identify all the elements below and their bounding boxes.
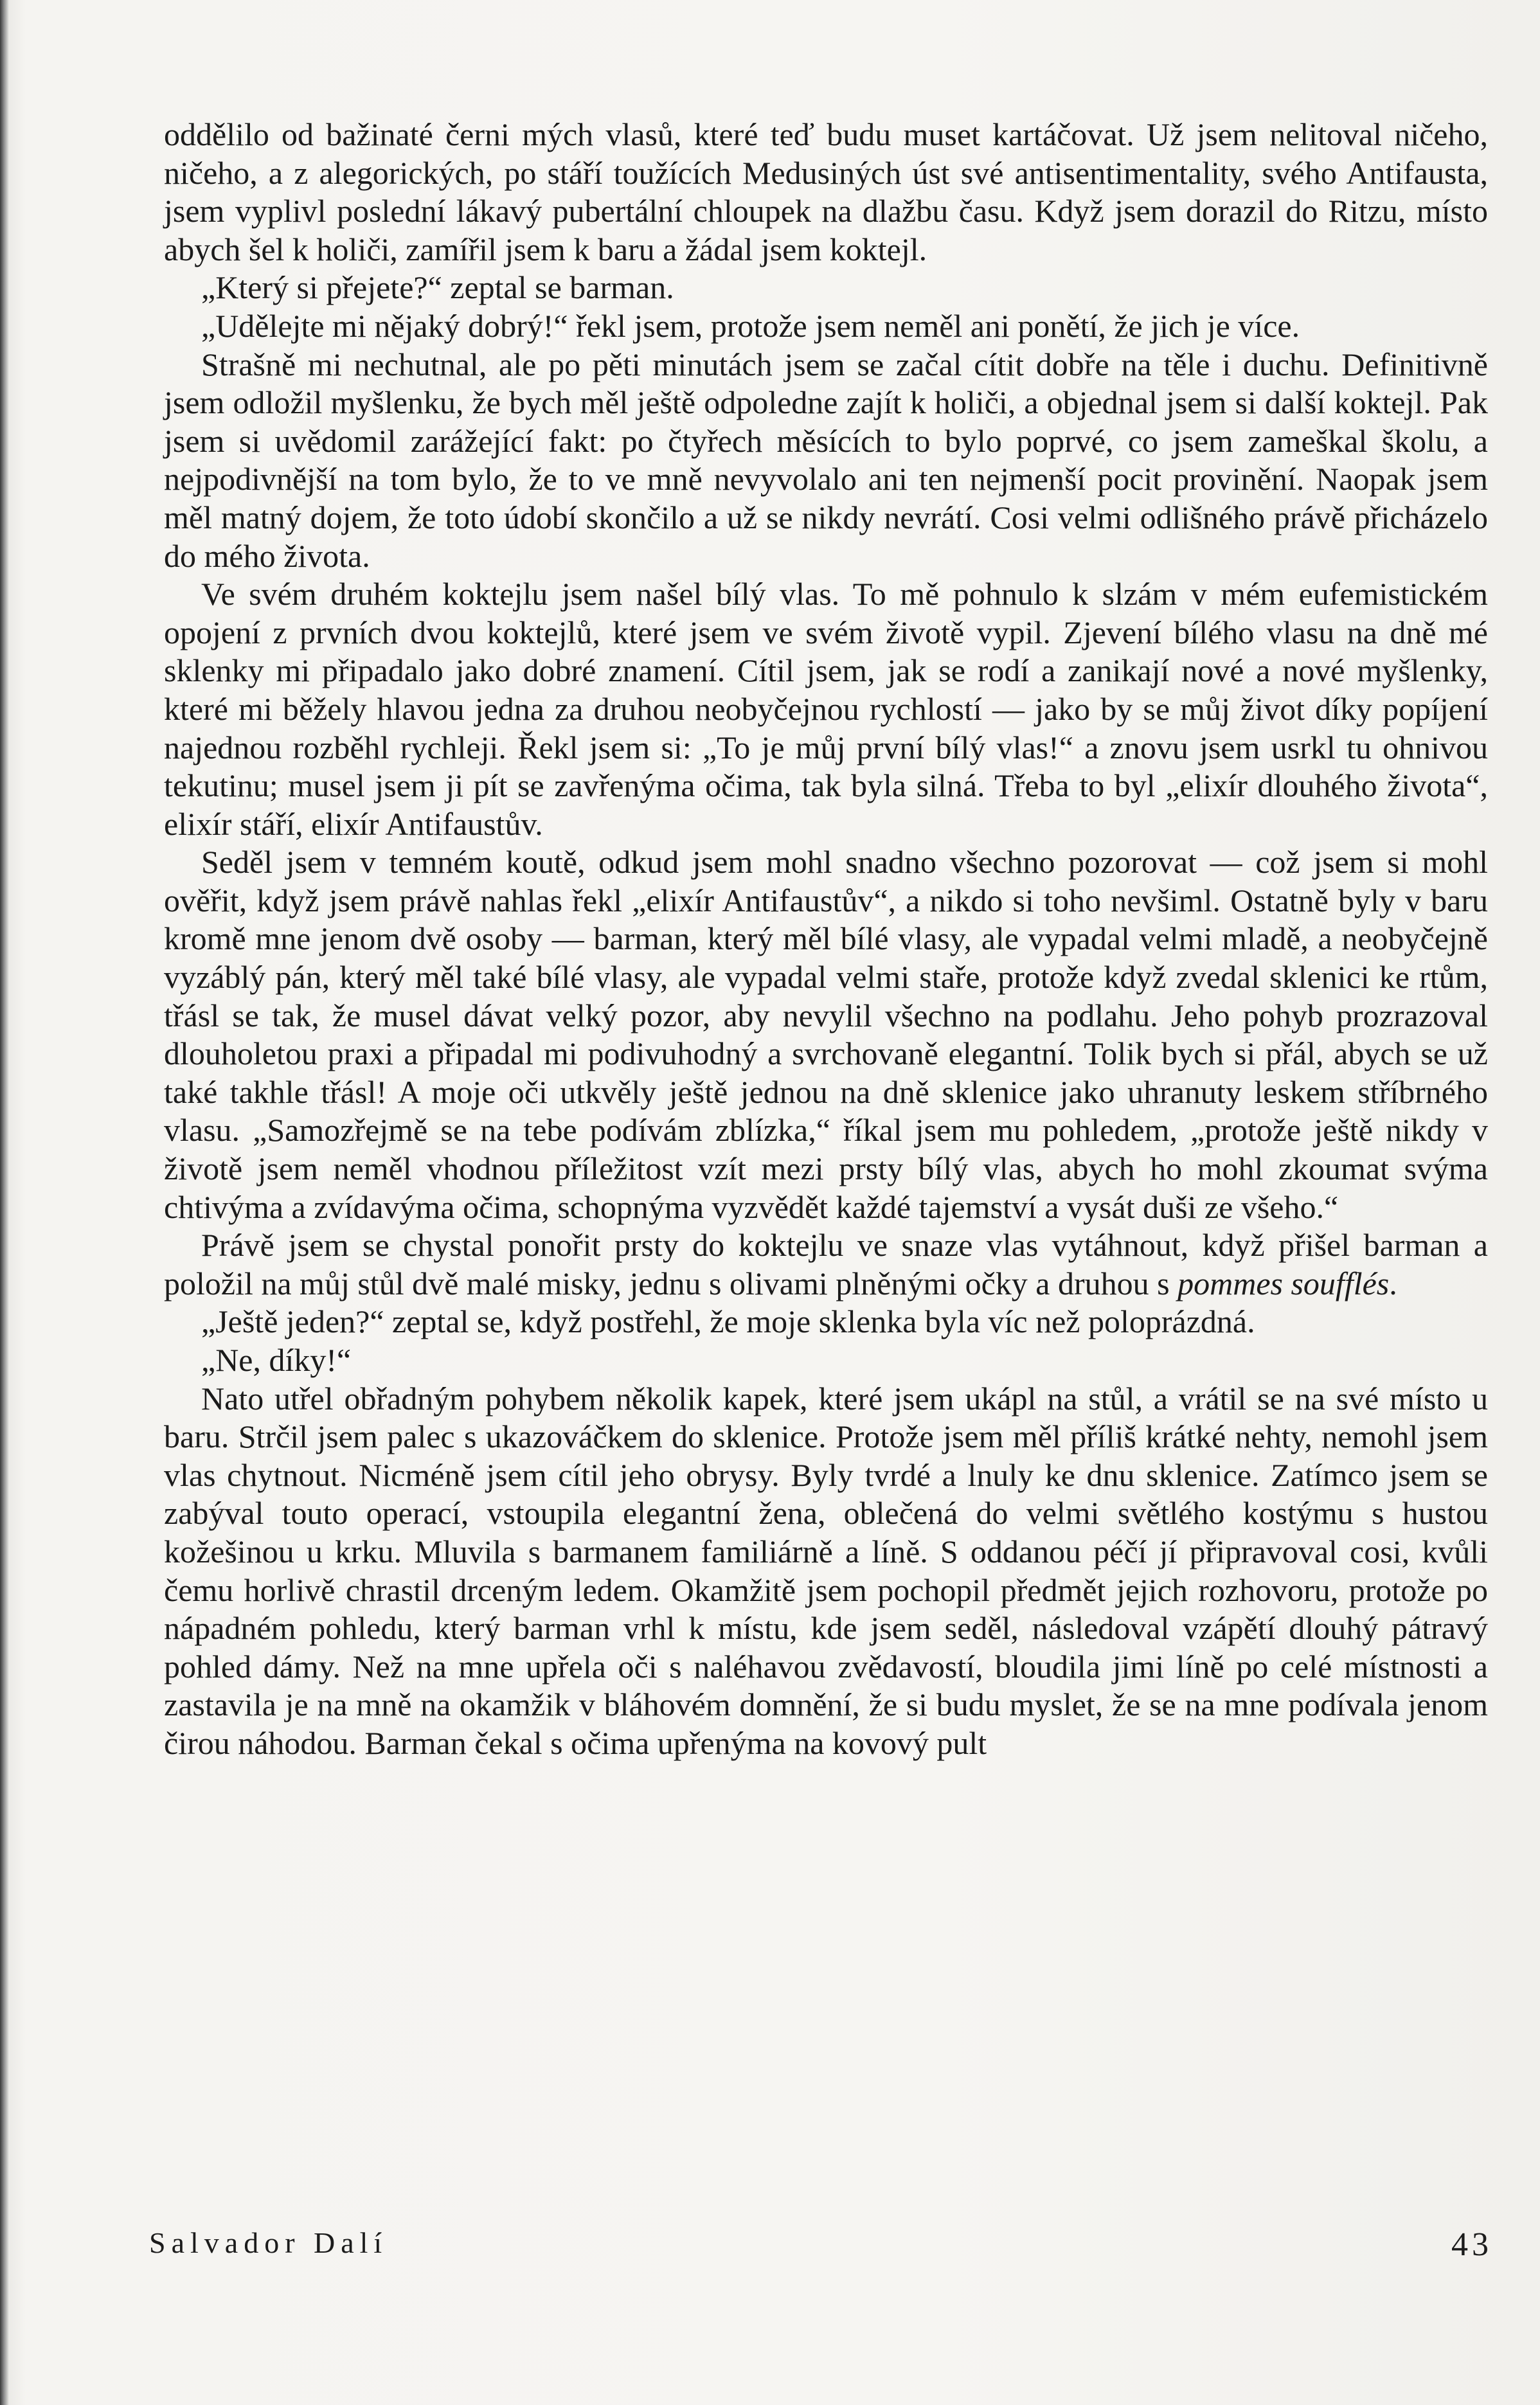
paragraph-1: oddělilo od bažinaté černi mých vlasů, které teď budu muset kartáčovat. Už jsem nelitoval ničeho, ničeho, a z alegorických, po stáří toužících Medusiných úst své antisentimentality, svého Antifausta, jsem vyplivl poslední lákavý pubertální chloupek na dlažbu času. Když jsem dorazil do Ritzu, místo abych šel k holiči, zamířil jsem k baru a žádal jsem koktejl. (164, 116, 1488, 267)
paragraph-7 (164, 1226, 1488, 1303)
page-footer (149, 2226, 1492, 2264)
paragraph-3: „Udělejte mi nějaký dobrý!“ řekl jsem, protože jsem neměl ani ponětí, že jich je více. (201, 307, 1300, 344)
paragraph-8: „Ještě jeden?“ zeptal se, když postřehl, že moje sklenka byla víc než poloprázdná. (201, 1303, 1255, 1340)
paragraph-7-italic: pommes soufflés (1177, 1265, 1390, 1301)
page-number: 43 (1451, 2226, 1492, 2263)
paragraph-7-text: Právě jsem se chystal ponořit prsty do koktejlu ve snaze vlas vytáhnout, když přišel barman a položil na můj stůl dvě malé misky, jednu s olivami plněnými očky a druhou s (164, 1227, 1488, 1301)
paragraph-6: Seděl jsem v temném koutě, odkud jsem mohl snadno všechno pozorovat — což jsem si mohl ověřit, když jsem právě nahlas řekl „elixír Antifaustův“, a nikdo si toho nevšiml. Ostatně byly v baru kromě mne jenom dvě osoby — barman, který měl bílé vlasy, ale vypadal velmi mladě, a neobyčejně vyzáblý pán, který měl také bílé vlasy, ale vypadal velmi staře, protože když zvedal sklenici ke rtům, třásl se tak, že musel dávat velký pozor, aby nevylil všechno na podlahu. Jeho pohyb prozrazoval dlouholetou praxi a připadal mi podivuhodný a svrchovaně elegantní. Tolik bych si přál, abych se už také takhle třásl! A moje oči utkvěly ještě jednou na dně sklenice jako uhranuty leskem stříbrného vlasu. „Samozřejmě se na tebe podívám zblízka,“ říkal jsem mu pohledem, „protože ještě nikdy v životě jsem neměl vhodnou příležitost vzít mezi prsty bílý vlas, abych ho mohl zkoumat svýma chtivýma a zvídavýma očima, schopnýma vyzvědět každé tajemství a vysát duši ze všeho.“ (164, 844, 1488, 1225)
body-text (164, 116, 1488, 1763)
footer-author: Salvador Dalí (149, 2226, 388, 2259)
paragraph-4: Strašně mi nechutnal, ale po pěti minutách jsem se začal cítit dobře na těle i duchu. Definitivně jsem odložil myšlenku, že bych měl ještě odpoledne zajít k holiči, a objednal jsem si další koktejl. Pak jsem si uvědomil zarážející fakt: po čtyřech měsících to bylo poprvé, co jsem zameškal školu, a nejpodivnější na tom bylo, že to ve mně nevyvolalo ani ten nejmenší pocit provinění. Naopak jsem měl matný dojem, že toto údobí skončilo a už se nikdy nevrátí. Cosi velmi odlišného právě přicházelo do mého života. (164, 346, 1488, 574)
paragraph-2: „Který si přejete?“ zeptal se barman. (201, 269, 674, 306)
paragraph-5: Ve svém druhém koktejlu jsem našel bílý vlas. To mě pohnulo k slzám v mém eufemistickém opojení z prvních dvou koktejlů, které jsem ve svém životě vypil. Zjevení bílého vlasu na dně mé sklenky mi připadalo jako dobré znamení. Cítil jsem, jak se rodí a zanikají nové a nové myšlenky, které mi běžely hlavou jedna za druhou neobyčejnou rychlostí — jako by se můj život díky popíjení najednou rozběhl rychleji. Řekl jsem si: „To je můj první bílý vlas!“ a znovu jsem usrkl tu ohnivou tekutinu; musel jsem ji pít se zavřenýma očima, tak byla silná. Třeba to byl „elixír dlouhého života“, elixír stáří, elixír Antifaustův. (164, 576, 1488, 842)
page-spine-shadow (0, 0, 9, 2405)
paragraph-10: Nato utřel obřadným pohybem několik kapek, které jsem ukápl na stůl, a vrátil se na své místo u baru. Strčil jsem palec s ukazováčkem do sklenice. Protože jsem měl příliš krátké nehty, nemohl jsem vlas chytnout. Nicméně jsem cítil jeho obrysy. Byly tvrdé a lnuly ke dnu sklenice. Zatímco jsem se zabýval touto operací, vstoupila elegantní žena, oblečená do velmi světlého kostýmu s hustou kožešinou u krku. Mluvila s barmanem familiárně a líně. S oddanou péčí jí připravoval cosi, kvůli čemu horlivě chrastil drceným ledem. Okamžitě jsem pochopil předmět jejich rozhovoru, protože po nápadném pohledu, který barman vrhl k místu, kde jsem seděl, následoval vzápětí dlouhý pátravý pohled dámy. Než na mne upřela oči s naléhavou zvědavostí, bloudila jimi líně po celé místnosti a zastavila je na mně na okamžik v bláhovém domnění, že si budu myslet, že se na mne podívala jenom čirou náhodou. Barman čekal s očima upřenýma na kovový pult (164, 1380, 1488, 1761)
paragraph-7-end: . (1389, 1265, 1397, 1301)
paragraph-9: „Ne, díky!“ (201, 1342, 352, 1378)
